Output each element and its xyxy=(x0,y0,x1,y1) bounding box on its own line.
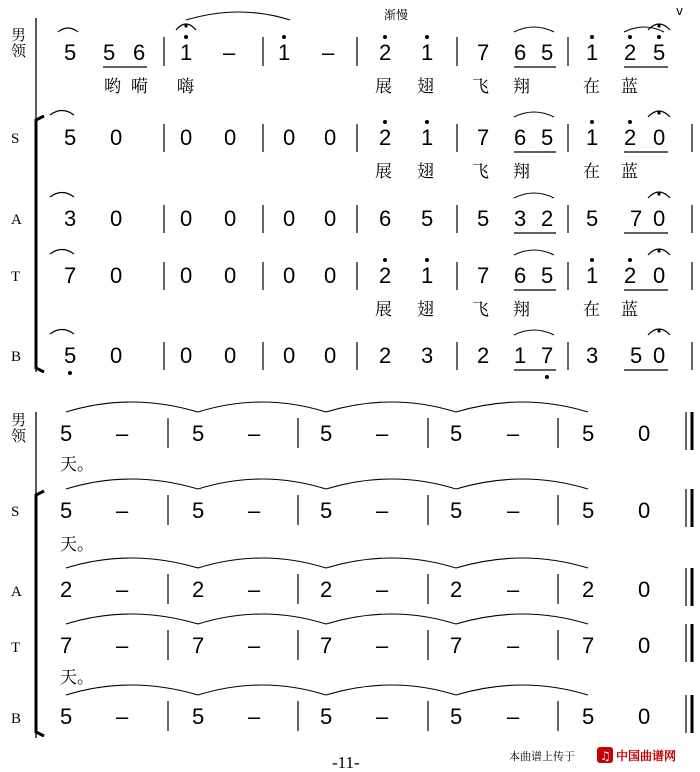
part-label-bass: B xyxy=(11,711,22,727)
note: 0 xyxy=(638,421,651,446)
note: 1 xyxy=(421,263,434,288)
note: 0 xyxy=(638,704,651,729)
note: 5 xyxy=(320,421,333,446)
high-dot xyxy=(383,35,387,39)
high-dot xyxy=(590,35,594,39)
tie xyxy=(326,479,456,489)
high-dot xyxy=(425,35,429,39)
tie xyxy=(456,685,588,695)
note: 5 xyxy=(192,704,205,729)
tie xyxy=(198,479,326,489)
note: 5 xyxy=(64,343,77,368)
note: 7 xyxy=(320,633,333,658)
note: 5 xyxy=(541,40,554,65)
note: 0 xyxy=(283,343,296,368)
note: 7 xyxy=(192,633,205,658)
note: – xyxy=(248,704,261,729)
staff-row-soprano xyxy=(50,111,692,183)
part-label-lead-line1: 男 xyxy=(11,413,27,429)
note: 2 xyxy=(624,40,637,65)
lyric: 嗨 xyxy=(177,77,194,97)
note: – xyxy=(248,633,261,658)
lyric: 飞 xyxy=(472,162,489,182)
note: 0 xyxy=(180,343,193,368)
note: 2 xyxy=(379,343,392,368)
part-label-lead-line2: 领 xyxy=(11,429,27,445)
note: 1 xyxy=(514,343,527,368)
lyric: 蓝 xyxy=(621,300,638,320)
part-label-lead-line2: 领 xyxy=(11,44,27,60)
note: 0 xyxy=(224,343,237,368)
note: – xyxy=(507,421,520,446)
note: – xyxy=(507,577,520,602)
tie xyxy=(198,614,326,624)
lyric: 飞 xyxy=(472,300,489,320)
lyric: 飞 xyxy=(472,77,489,97)
note: 0 xyxy=(638,577,651,602)
lyric: 翔 xyxy=(513,162,530,182)
lyric: 展 xyxy=(375,77,392,97)
lyric: 翅 xyxy=(417,77,434,97)
note: – xyxy=(507,498,520,523)
note: 2 xyxy=(192,577,205,602)
part-label-alto: A xyxy=(11,212,22,228)
tie xyxy=(456,402,588,412)
note: 5 xyxy=(320,704,333,729)
note: 0 xyxy=(224,125,237,150)
high-dot xyxy=(425,120,429,124)
note: 0 xyxy=(638,633,651,658)
tie xyxy=(50,250,74,255)
note: 2 xyxy=(379,125,392,150)
note: 0 xyxy=(324,343,337,368)
tie xyxy=(186,12,290,20)
note: 0 xyxy=(283,206,296,231)
staff-row-bass xyxy=(50,329,692,379)
note: 5 xyxy=(64,125,77,150)
high-dot xyxy=(628,120,632,124)
fermata-dot xyxy=(657,111,660,114)
slur xyxy=(514,250,554,255)
lyric: 天。 xyxy=(60,668,94,688)
part-label-soprano: S xyxy=(11,504,20,520)
note: 2 xyxy=(60,577,73,602)
note: 5 xyxy=(60,498,73,523)
lyric: 翔 xyxy=(513,77,530,97)
note: 2 xyxy=(541,206,554,231)
tie xyxy=(198,685,326,695)
tie xyxy=(50,193,74,198)
note: 2 xyxy=(624,263,637,288)
lyric: 展 xyxy=(375,300,392,320)
note: 2 xyxy=(624,125,637,150)
note: 5 xyxy=(103,40,116,65)
note: 0 xyxy=(180,125,193,150)
slur xyxy=(58,28,78,32)
note: 0 xyxy=(110,125,123,150)
tie xyxy=(198,558,326,568)
note: 0 xyxy=(324,263,337,288)
choir-bracket xyxy=(36,116,44,372)
tempo-marking: 渐慢 xyxy=(384,8,409,22)
note: – xyxy=(376,421,389,446)
lyric: 展 xyxy=(375,162,392,182)
choir-bracket xyxy=(36,491,44,736)
note: – xyxy=(376,577,389,602)
note: 2 xyxy=(379,263,392,288)
part-label-tenor: T xyxy=(11,269,21,285)
high-dot xyxy=(590,120,594,124)
slur xyxy=(624,27,664,32)
note: – xyxy=(322,40,335,65)
tie xyxy=(326,402,456,412)
tie xyxy=(50,330,74,335)
note: 7 xyxy=(477,125,490,150)
note: 0 xyxy=(224,263,237,288)
note: 1 xyxy=(586,40,599,65)
note: 0 xyxy=(224,206,237,231)
note: – xyxy=(376,498,389,523)
high-dot xyxy=(383,258,387,262)
note: 0 xyxy=(110,206,123,231)
high-dot xyxy=(383,120,387,124)
tie xyxy=(50,111,74,116)
note: – xyxy=(116,633,129,658)
note: 3 xyxy=(586,343,599,368)
note: – xyxy=(223,40,236,65)
note: 7 xyxy=(477,263,490,288)
staff-row-alto xyxy=(50,192,692,233)
tie xyxy=(456,479,588,489)
note: – xyxy=(116,704,129,729)
note: 0 xyxy=(324,125,337,150)
note: 5 xyxy=(586,206,599,231)
slur xyxy=(514,330,554,335)
lyric: 蓝 xyxy=(621,162,638,182)
note: 0 xyxy=(324,206,337,231)
tie xyxy=(456,614,588,624)
staff-row-soprano xyxy=(60,479,692,555)
high-dot xyxy=(590,258,594,262)
site-name: 中国曲谱网 xyxy=(616,749,677,763)
upload-credit: 本曲谱上传于 xyxy=(509,750,575,763)
note: 0 xyxy=(653,343,666,368)
note: – xyxy=(116,577,129,602)
part-label-lead-line1: 男 xyxy=(11,28,27,44)
part-label-soprano: S xyxy=(11,131,20,147)
note: 1 xyxy=(421,40,434,65)
note: 5 xyxy=(630,343,643,368)
note: – xyxy=(507,704,520,729)
note: 6 xyxy=(514,40,527,65)
note: 7 xyxy=(477,40,490,65)
high-dot xyxy=(628,258,632,262)
note: – xyxy=(248,421,261,446)
note: 7 xyxy=(60,633,73,658)
staff-row-lead xyxy=(58,12,670,97)
note: 5 xyxy=(582,704,595,729)
lyric: 在 xyxy=(583,300,600,320)
note: 7 xyxy=(630,206,643,231)
high-dot xyxy=(425,258,429,262)
slur xyxy=(514,112,554,117)
tie xyxy=(326,685,456,695)
fermata-dot xyxy=(657,24,660,27)
music-note-icon: ♫ xyxy=(600,749,611,763)
high-dot xyxy=(628,35,632,39)
note: 2 xyxy=(477,343,490,368)
note: 1 xyxy=(180,40,193,65)
tie xyxy=(66,614,198,624)
note: 5 xyxy=(64,40,77,65)
note: 0 xyxy=(110,343,123,368)
fermata-dot xyxy=(657,249,660,252)
lyric: 翔 xyxy=(513,300,530,320)
staff-row-alto xyxy=(60,558,692,606)
note: 0 xyxy=(653,125,666,150)
note: 5 xyxy=(582,498,595,523)
note: 5 xyxy=(320,498,333,523)
lyric: 翅 xyxy=(417,300,434,320)
note: 5 xyxy=(421,206,434,231)
note: – xyxy=(116,421,129,446)
note: 6 xyxy=(514,125,527,150)
system-1 xyxy=(11,4,692,379)
site-logo xyxy=(597,747,676,763)
staff-row-bass xyxy=(60,685,692,733)
system-2 xyxy=(11,402,692,738)
note: 1 xyxy=(278,40,291,65)
lyric: 天。 xyxy=(60,535,94,555)
note: 3 xyxy=(514,206,527,231)
note: 6 xyxy=(379,206,392,231)
note: 5 xyxy=(60,704,73,729)
part-label-tenor: T xyxy=(11,640,21,656)
note: 2 xyxy=(379,40,392,65)
note: 3 xyxy=(64,206,77,231)
note: – xyxy=(116,498,129,523)
tie xyxy=(66,402,198,412)
note: – xyxy=(248,577,261,602)
note: 0 xyxy=(180,263,193,288)
tie xyxy=(66,558,198,568)
note: 5 xyxy=(541,263,554,288)
note: 5 xyxy=(450,704,463,729)
note: 6 xyxy=(133,40,146,65)
note: 5 xyxy=(582,421,595,446)
tie xyxy=(198,402,326,412)
note: 5 xyxy=(541,125,554,150)
lyric: 在 xyxy=(583,77,600,97)
note: 1 xyxy=(421,125,434,150)
note: – xyxy=(376,704,389,729)
note: 5 xyxy=(653,40,666,65)
note: 5 xyxy=(192,421,205,446)
note: – xyxy=(507,633,520,658)
lyric: 天。 xyxy=(60,455,94,475)
note: 0 xyxy=(653,206,666,231)
lyric: 翅 xyxy=(417,162,434,182)
lyric: 蓝 xyxy=(621,77,638,97)
note: 2 xyxy=(320,577,333,602)
note: 5 xyxy=(60,421,73,446)
lyric: 哟 xyxy=(104,77,121,97)
staff-row-lead xyxy=(60,402,692,475)
high-dot xyxy=(657,35,661,39)
note: 7 xyxy=(64,263,77,288)
note: 2 xyxy=(450,577,463,602)
lyric: 在 xyxy=(583,162,600,182)
note: 0 xyxy=(110,263,123,288)
note: 0 xyxy=(283,125,296,150)
high-dot xyxy=(282,35,286,39)
slur xyxy=(514,193,554,198)
low-dot xyxy=(545,375,549,379)
note: – xyxy=(376,633,389,658)
note: 0 xyxy=(180,206,193,231)
note: 0 xyxy=(638,498,651,523)
note: 7 xyxy=(582,633,595,658)
low-dot xyxy=(68,371,72,375)
note: 3 xyxy=(421,343,434,368)
note: 1 xyxy=(586,263,599,288)
tie xyxy=(66,479,198,489)
part-label-alto: A xyxy=(11,584,22,600)
note: 5 xyxy=(477,206,490,231)
note: 5 xyxy=(450,421,463,446)
note: – xyxy=(248,498,261,523)
part-label-bass: B xyxy=(11,349,22,365)
breath-mark: v xyxy=(676,4,684,18)
note: 6 xyxy=(514,263,527,288)
tie xyxy=(326,558,456,568)
note: 5 xyxy=(450,498,463,523)
fermata-dot xyxy=(184,24,187,27)
tie xyxy=(456,558,588,568)
high-dot xyxy=(184,35,188,39)
page-number: -11- xyxy=(332,753,360,772)
fermata-dot xyxy=(657,329,660,332)
fermata-dot xyxy=(657,192,660,195)
lyric: 嗬 xyxy=(131,77,148,97)
note: 7 xyxy=(541,343,554,368)
note: 0 xyxy=(653,263,666,288)
tie xyxy=(326,614,456,624)
note: 7 xyxy=(450,633,463,658)
slur xyxy=(514,27,554,32)
note: 5 xyxy=(192,498,205,523)
note: 2 xyxy=(582,577,595,602)
note: 1 xyxy=(586,125,599,150)
note: 0 xyxy=(283,263,296,288)
staff-row-tenor xyxy=(50,249,692,320)
staff-row-tenor xyxy=(60,614,692,688)
